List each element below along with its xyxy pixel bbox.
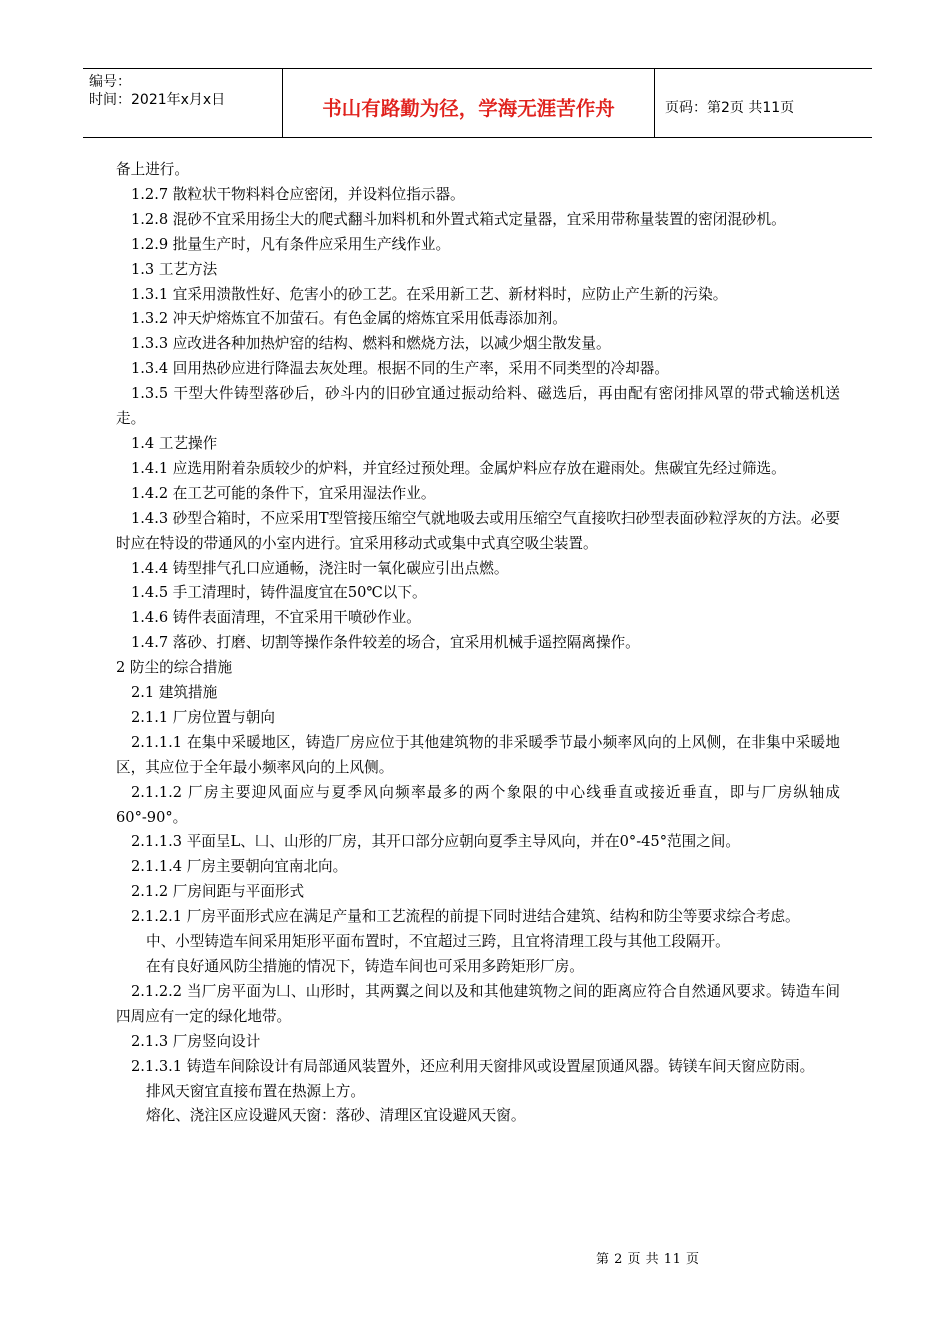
page-header: [83, 68, 872, 138]
header-page-info: 页码：第2页 共11页: [665, 100, 795, 116]
paragraph: 2.1.1.2 厂房主要迎风面应与夏季风向频率最多的两个象限的中心线垂直或接近垂直，即与厂房纵轴成60°-90°。: [116, 783, 840, 826]
paragraph: 中、小型铸造车间采用矩形平面布置时，不宜超过三跨，且宜将清理工段与其他工段隔开。: [146, 933, 730, 951]
paragraph: 2.1 建筑措施: [131, 684, 218, 702]
paragraph: 1.4.6 铸件表面清理，不宜采用干喷砂作业。: [131, 609, 421, 627]
paragraph: 在有良好通风防尘措施的情况下，铸造车间也可采用多跨矩形厂房。: [146, 958, 584, 975]
paragraph: 1.4.4 铸型排气孔口应通畅，浇注时一氧化碳应引出点燃。: [131, 559, 509, 577]
paragraph: 2.1.1.3 平面呈L、凵、山形的厂房，其开口部分应朝向夏季主导风向，并在0°-45°范围之间。: [131, 833, 740, 851]
paragraph: 1.4.2 在工艺可能的条件下，宜采用湿法作业。: [131, 484, 436, 502]
paragraph: 1.3.5 干型大件铸型落砂后，砂斗内的旧砂宜通过振动给料、磁选后，再由配有密闭排风罩的带式输送机送走。: [116, 385, 840, 428]
paragraph: 1.3.2 冲天炉熔炼宜不加萤石。有色金属的熔炼宜采用低毒添加剂。: [131, 310, 567, 328]
paragraph: 熔化、浇注区应设避风天窗：落砂、清理区宜设避风天窗。: [146, 1107, 526, 1125]
paragraph: 2.1.1.1 在集中采暖地区，铸造厂房应位于其他建筑物的非采暖季节最小频率风向的上风侧，在非集中采暖地区，其应位于全年最小频率风向的上风侧。: [116, 733, 840, 776]
paragraph: 排风天窗宜直接布置在热源上方。: [146, 1082, 365, 1100]
paragraph: 备上进行。: [116, 161, 189, 178]
paragraph: 2 防尘的综合措施: [116, 659, 233, 677]
paragraph: 2.1.2 厂房间距与平面形式: [131, 883, 305, 901]
paragraph: 1.3 工艺方法: [131, 260, 218, 278]
paragraph: 2.1.3.1 铸造车间除设计有局部通风装置外，还应利用天窗排风或设置屋顶通风器。铸镁车间天窗应防雨。: [131, 1057, 815, 1075]
document-body: [116, 158, 840, 1129]
paragraph: 2.1.2.2 当厂房平面为凵、山形时，其两翼之间以及和其他建筑物之间的距离应符合自然通风要求。铸造车间四周应有一定的绿化地带。: [116, 982, 840, 1025]
header-motto: 书山有路勤为径，学海无涯苦作舟: [283, 69, 655, 137]
page-footer: 第 2 页 共 11 页: [596, 1252, 700, 1267]
paragraph: 1.4.1 应选用附着杂质较少的炉料，并宜经过预处理。金属炉料应存放在避雨处。焦碳宜先经过筛选。: [131, 459, 786, 477]
paragraph: 1.2.7 散粒状干物料料仓应密闭，并设料位指示器。: [131, 185, 465, 203]
paragraph: 1.2.8 混砂不宜采用扬尘大的爬式翻斗加料机和外置式箱式定量器，宜采用带称量装置的密闭混砂机。: [131, 210, 786, 228]
paragraph: 2.1.3 厂房竖向设计: [131, 1032, 261, 1050]
date-line: 时间：2021年x月x日: [89, 92, 226, 108]
paragraph: 1.3.1 宜采用溃散性好、危害小的砂工艺。在采用新工艺、新材料时，应防止产生新的污染。: [131, 285, 728, 303]
paragraph: 2.1.1 厂房位置与朝向: [131, 708, 275, 726]
number-label: 编号：: [89, 74, 131, 90]
paragraph: 2.1.1.4 厂房主要朝向宜南北向。: [131, 858, 348, 876]
paragraph: 1.4.3 砂型合箱时，不应采用T型管接压缩空气就地吸去或用压缩空气直接吹扫砂型表面砂粒浮灰的方法。必要时应在特设的带通风的小室内进行。宜采用移动式或集中式真空吸尘装置。: [116, 509, 840, 552]
paragraph: 1.3.3 应改进各种加热炉窑的结构、燃料和燃烧方法，以减少烟尘散发量。: [131, 335, 611, 353]
paragraph: 2.1.2.1 厂房平面形式应在满足产量和工艺流程的前提下同时进结合建筑、结构和防尘等要求综合考虑。: [131, 908, 800, 926]
paragraph: 1.2.9 批量生产时，凡有条件应采用生产线作业。: [131, 235, 451, 253]
paragraph: 1.4 工艺操作: [131, 434, 218, 452]
header-meta: [83, 69, 283, 137]
paragraph: 1.3.4 回用热砂应进行降温去灰处理。根据不同的生产率，采用不同类型的冷却器。: [131, 360, 669, 378]
paragraph: 1.4.5 手工清理时，铸件温度宜在50℃以下。: [131, 584, 427, 602]
paragraph: 1.4.7 落砂、打磨、切割等操作条件较差的场合，宜采用机械手遥控隔离操作。: [131, 634, 640, 652]
